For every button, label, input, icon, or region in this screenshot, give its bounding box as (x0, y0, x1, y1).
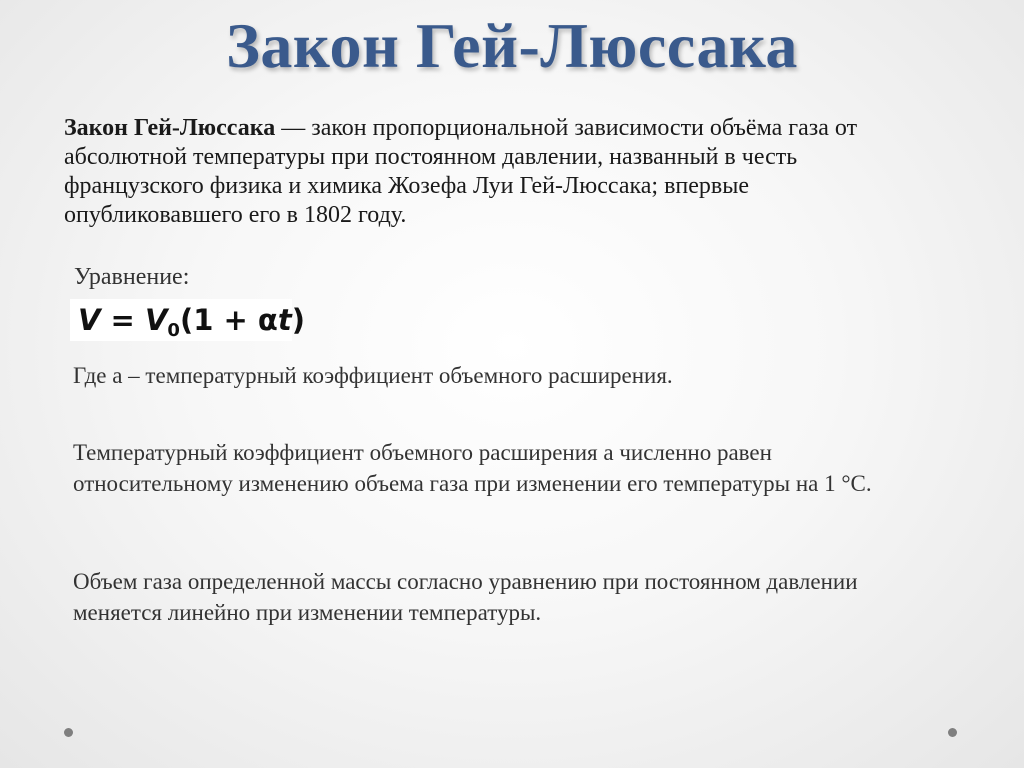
formula-close-paren: ) (291, 303, 305, 337)
equation-label: Уравнение: (74, 264, 190, 290)
slide-title: Закон Гей-Люссака (226, 10, 798, 81)
formula-open-paren: (1 + (179, 303, 258, 337)
decorative-dot-right (948, 728, 957, 737)
law-definition: — закон пропорциональной зависимости объёма газа от абсолютной температуры при постоянном давлении, названный в честь французского физика и химика Жозефа Луи Гей-Люссака; впервые опубликовавшего его в 1802 году. (64, 115, 858, 228)
formula-v0: V (144, 303, 168, 337)
decorative-dot-left (64, 728, 73, 737)
formula-t: t (277, 303, 292, 337)
coefficient-definition-paragraph: Где а – температурный коэффициент объемного расширения. (73, 363, 673, 388)
coefficient-value-paragraph: Температурный коэффициент объемного расширения а численно равен относительному изменению объема газа при изменении его температуры на 1 °С. (73, 440, 872, 496)
formula-equals: = (100, 303, 145, 337)
linear-change-paragraph: Объем газа определенной массы согласно уравнению при постоянном давлении меняется линейно при изменении температуры. (73, 569, 858, 625)
formula-alpha: α (257, 303, 278, 337)
formula-image (70, 299, 305, 341)
intro-paragraph (64, 114, 884, 230)
formula-v: V (78, 303, 101, 337)
law-term: Закон Гей-Люссака (64, 115, 276, 141)
formula-v0-subscript: 0 (167, 320, 180, 341)
